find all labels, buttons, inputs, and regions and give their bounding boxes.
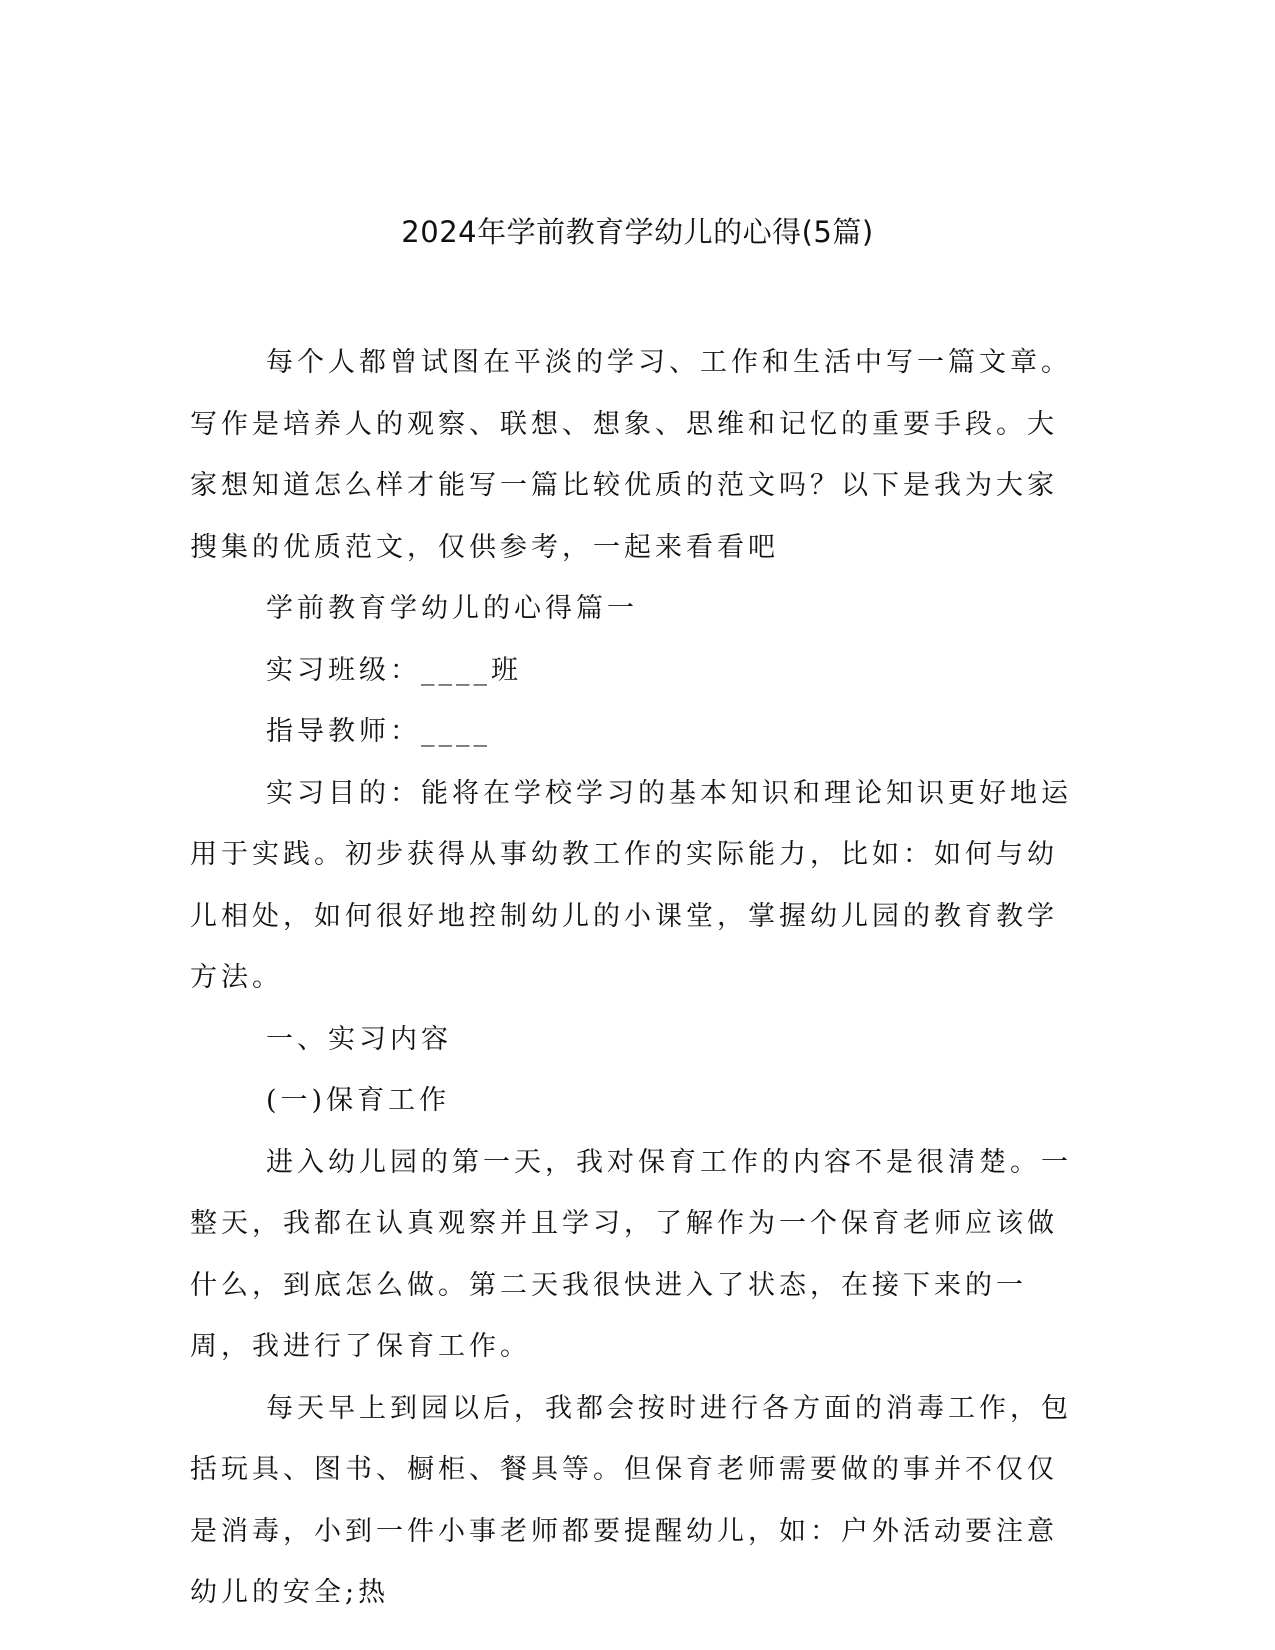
internship-purpose-paragraph: 实习目的：能将在学校学习的基本知识和理论知识更好地运用于实践。初步获得从事幼教工作的实际能力，比如：如何与幼儿相处，如何很好地控制幼儿的小课堂，掌握幼儿园的教育教学方法。 (190, 777, 1072, 993)
section-heading-internship-content: 一、实习内容 (266, 1023, 452, 1055)
document-title: 2024年学前教育学幼儿的心得(5篇) (401, 215, 874, 249)
subsection-heading-childcare-work: (一)保育工作 (266, 1085, 451, 1116)
daily-disinfection-paragraph: 每天早上到园以后，我都会按时进行各方面的消毒工作，包括玩具、图书、橱柜、餐具等。但保育老师需要做的事并不仅仅是消毒，小到一件小事老师都要提醒幼儿，如：户外活动要注意幼儿的安全;热 (190, 1392, 1072, 1608)
internship-class-line: 实习班级：____班 (266, 654, 522, 686)
section-heading-part-one: 学前教育学幼儿的心得篇一 (266, 593, 638, 624)
document-body (190, 332, 1080, 1624)
supervisor-line: 指导教师：____ (266, 716, 491, 747)
intro-paragraph: 每个人都曾试图在平淡的学习、工作和生活中写一篇文章。写作是培养人的观察、联想、想象、思维和记忆的重要手段。大家想知道怎么样才能写一篇比较优质的范文吗？以下是我为大家搜集的优质范文，仅供参考，一起来看看吧 (190, 347, 1072, 563)
childcare-first-day-paragraph: 进入幼儿园的第一天，我对保育工作的内容不是很清楚。一整天，我都在认真观察并且学习，了解作为一个保育老师应该做什么，到底怎么做。第二天我很快进入了状态，在接下来的一周，我进行了保育工作。 (190, 1146, 1072, 1362)
